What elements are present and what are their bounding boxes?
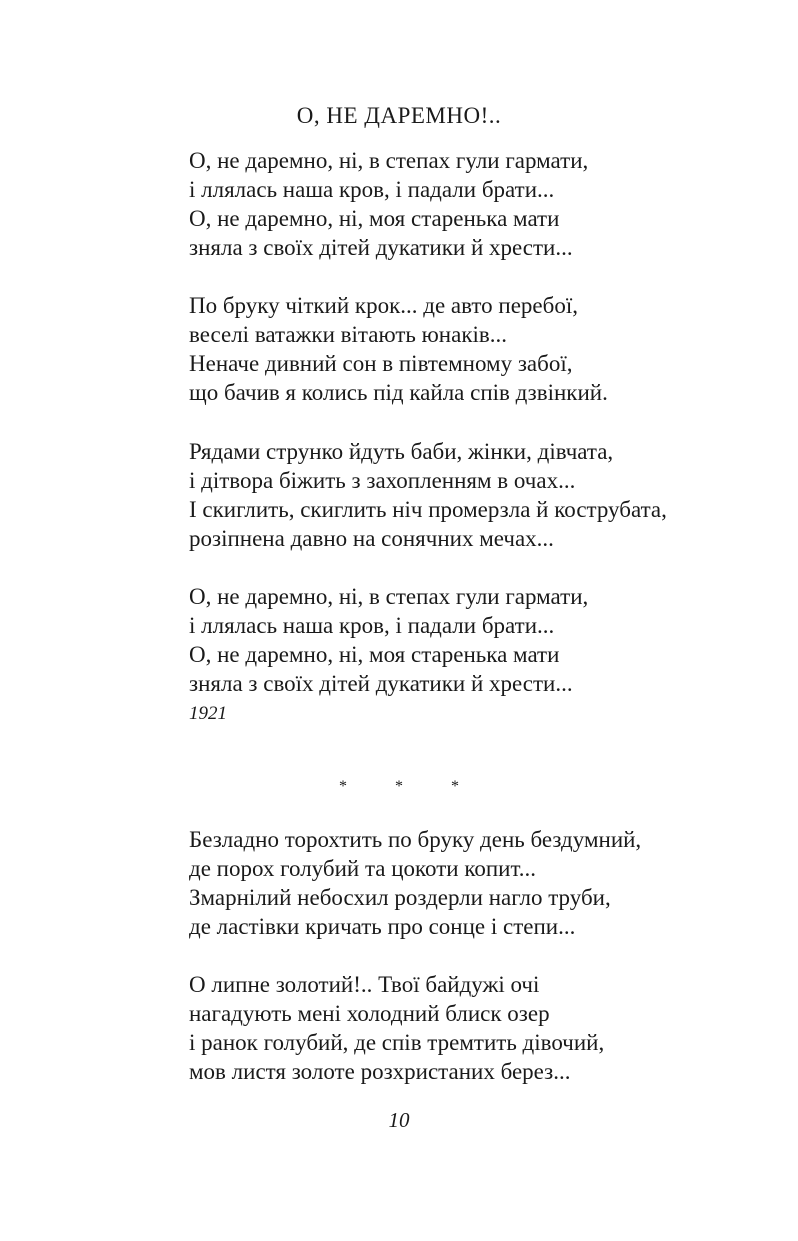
poem-line: і ллялась наша кров, і падали брати...	[189, 177, 555, 202]
poem-line: О, не даремно, ні, моя старенька мати	[189, 642, 560, 667]
poem-line: мов листя золоте розхристаних берез...	[189, 1059, 571, 1084]
poem-line: де ластівки кричать про сонце і степи...	[189, 914, 576, 939]
page-number: 10	[388, 1108, 410, 1132]
poem-line: що бачив я колись під кайла спів дзвінкий.	[189, 380, 608, 405]
poem-line: зняла з своїх дітей дукатики й хрести...	[189, 235, 573, 260]
poem-line: зняла з своїх дітей дукатики й хрести...	[189, 671, 573, 696]
poem-title: О, НЕ ДАРЕМНО!..	[296, 103, 502, 128]
poem-line: і ранок голубий, де спів тремтить дівочий,	[189, 1030, 605, 1055]
poem-line: веселі ватажки вітають юнаків...	[189, 322, 507, 347]
poem-line: По бруку чіткий крок... де авто перебої,	[189, 293, 578, 318]
poem-line: де порох голубий та цокоти копит...	[189, 856, 537, 881]
poem-line: розіпнена давно на сонячних мечах...	[189, 526, 554, 551]
poem-line: І скиглить, скиглить ніч промерзла й кострубата,	[189, 497, 667, 522]
poem-line: Рядами струнко йдуть баби, жінки, дівчата,	[189, 439, 614, 464]
poem-line: О, не даремно, ні, моя старенька мати	[189, 206, 560, 231]
poem-line: О, не даремно, ні, в степах гули гармати,	[189, 148, 589, 173]
poem-line: Неначе дивний сон в півтемному забої,	[189, 351, 573, 376]
poem-line: і ллялась наша кров, і падали брати...	[189, 613, 555, 638]
poem-line: Змарнілий небосхил роздерли нагло труби,	[189, 885, 611, 910]
poem-line: Безладно торохтить по бруку день бездумний,	[189, 827, 642, 852]
poem-line: О липне золотий!.. Твої байдужі очі	[189, 972, 540, 997]
poem-year: 1921	[189, 703, 227, 724]
poem-line: нагадують мені холодний блиск озер	[189, 1001, 550, 1026]
poem-line: і дітвора біжить з захопленням в очах...	[189, 468, 576, 493]
section-separator: * * *	[339, 778, 481, 795]
poem-line: О, не даремно, ні, в степах гули гармати,	[189, 584, 589, 609]
